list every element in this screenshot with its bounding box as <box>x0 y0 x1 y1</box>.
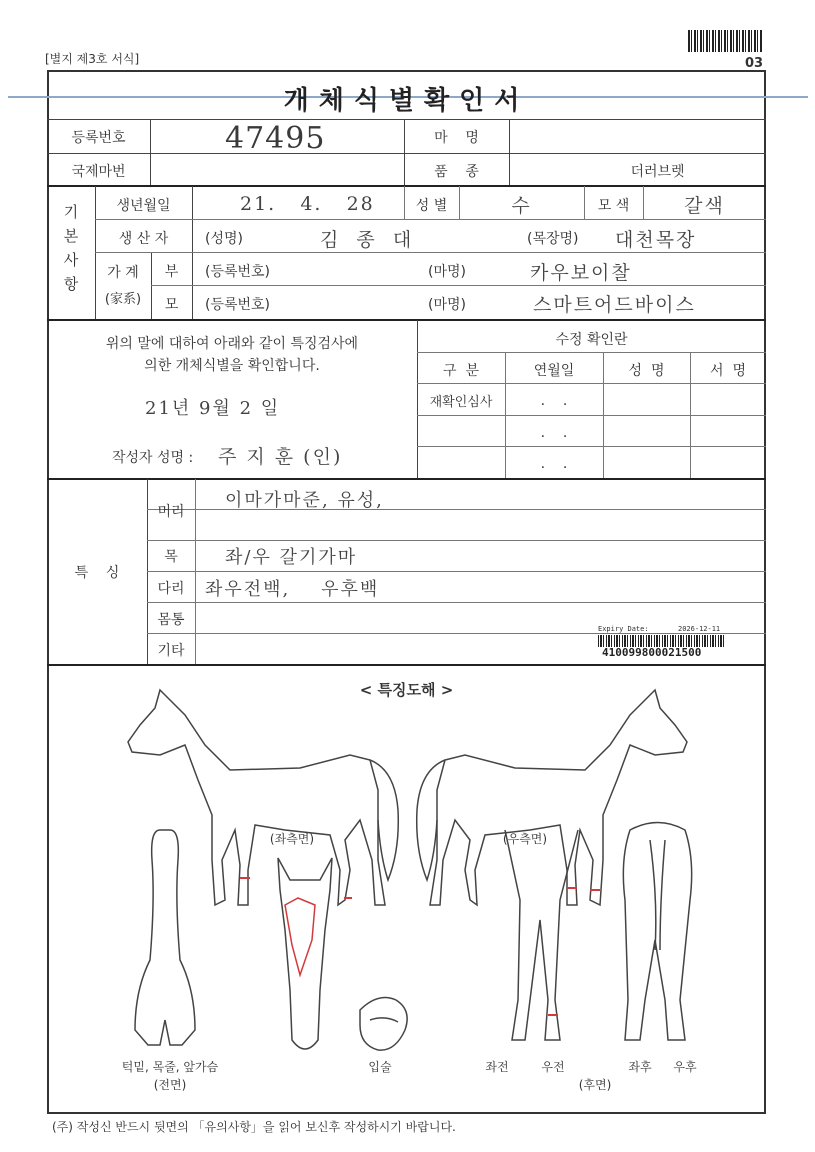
footer-note: (주) 작성신 반드시 뒷면의 「유의사항」을 읽어 보신후 작성하시기 바랍니다. <box>52 1120 456 1134</box>
expiry-label: Expiry Date: <box>598 625 649 633</box>
sire-name-label: (마명) <box>428 264 466 280</box>
right-hind-label: 우후 <box>673 1060 697 1074</box>
revision-row-date: . . <box>540 393 568 409</box>
writer-value: 주 지 훈 (인) <box>218 446 343 468</box>
page-title: 개체식별확인서 <box>283 86 530 116</box>
feature-label-other: 기타 <box>157 643 185 659</box>
feature-label-body: 몸통 <box>157 612 185 628</box>
reg-no-value: 47495 <box>225 121 326 156</box>
breed-value: 더러브렛 <box>630 164 685 180</box>
sticker-code: 410099800021500 <box>602 646 702 659</box>
right-fore-label: 우전 <box>541 1060 565 1074</box>
revision-header-name: 성 명 <box>628 363 665 379</box>
statement-line-1: 위의 말에 대하여 아래와 같이 특징검사에 <box>105 336 359 352</box>
dam-name-value: 스마트어드바이스 <box>533 294 696 316</box>
sex-value: 수 <box>511 195 532 217</box>
rear-label: (후면) <box>578 1078 612 1092</box>
front-label: (전면) <box>153 1078 187 1092</box>
dam-reg-label: (등록번호) <box>205 297 271 313</box>
breeder-label: 생 산 자 <box>118 231 169 247</box>
revision-title: 수정 확인란 <box>555 332 628 348</box>
breed-label: 품 종 <box>434 164 479 180</box>
intl-name-label: 국제마번 <box>71 164 126 180</box>
basic-info-section-label: 기본사항 <box>63 203 79 293</box>
left-fore-label: 좌전 <box>485 1060 509 1074</box>
left-side-label: (좌측면) <box>269 832 315 846</box>
dam-name-label: (마명) <box>428 297 466 313</box>
feature-label-legs: 다리 <box>157 581 185 597</box>
breeder-name-value: 김 종 대 <box>320 229 414 251</box>
feature-label-head: 머리 <box>157 504 185 520</box>
dam-label: 모 <box>164 297 179 313</box>
sire-name-value: 카우보이찰 <box>530 262 632 284</box>
diagram-title: < 특징도해 > <box>359 681 454 699</box>
feature-value-neck: 좌/우 갈기가마 <box>225 547 358 568</box>
revision-header-type: 구 분 <box>443 363 479 379</box>
page-code: 03 <box>745 56 764 71</box>
pedigree-hanja: (家系) <box>104 292 142 307</box>
form-number: [별지 제3호 서식] <box>45 52 140 66</box>
right-side-label: (우측면) <box>502 832 548 846</box>
expiry-value: 2026-12-11 <box>678 625 721 633</box>
sex-label: 성 별 <box>415 198 448 214</box>
left-hind-label: 좌후 <box>628 1060 652 1074</box>
lips-label: 입술 <box>368 1060 392 1074</box>
feature-value-legs: 좌우전백, 우후백 <box>205 579 380 600</box>
reg-no-label: 등록번호 <box>71 130 126 146</box>
farm-label: (목장명) <box>527 231 579 247</box>
birth-value: 21. 4. 28 <box>240 193 375 215</box>
horse-name-label: 마 명 <box>434 130 479 146</box>
statement-line-2: 의한 개체식별을 확인합니다. <box>144 358 320 374</box>
front-caption: 턱밑, 목줄, 앞가슴 <box>121 1060 219 1074</box>
feature-value-head: 이마가마준, 유성, <box>225 490 384 511</box>
revision-row-date: . . <box>540 425 568 441</box>
features-section-label: 특 싱 <box>74 565 120 581</box>
color-label: 모 색 <box>597 198 630 214</box>
color-value: 갈색 <box>684 195 725 217</box>
sire-reg-label: (등록번호) <box>205 264 271 280</box>
revision-header-sign: 서 명 <box>710 363 746 379</box>
sire-label: 부 <box>164 264 179 280</box>
farm-value: 대천목장 <box>615 229 697 251</box>
breeder-name-label: (성명) <box>205 231 243 247</box>
pedigree-label: 가 계 <box>107 265 139 281</box>
writer-label: 작성자 성명 : <box>112 450 194 466</box>
revision-row-type: 재확인심사 <box>429 395 493 410</box>
birth-label: 생년월일 <box>116 198 171 214</box>
confirm-date: 21년 9월 2 일 <box>145 398 281 419</box>
revision-header-date: 연월일 <box>533 363 575 379</box>
feature-label-neck: 목 <box>164 549 178 565</box>
revision-row-date: . . <box>540 456 568 472</box>
